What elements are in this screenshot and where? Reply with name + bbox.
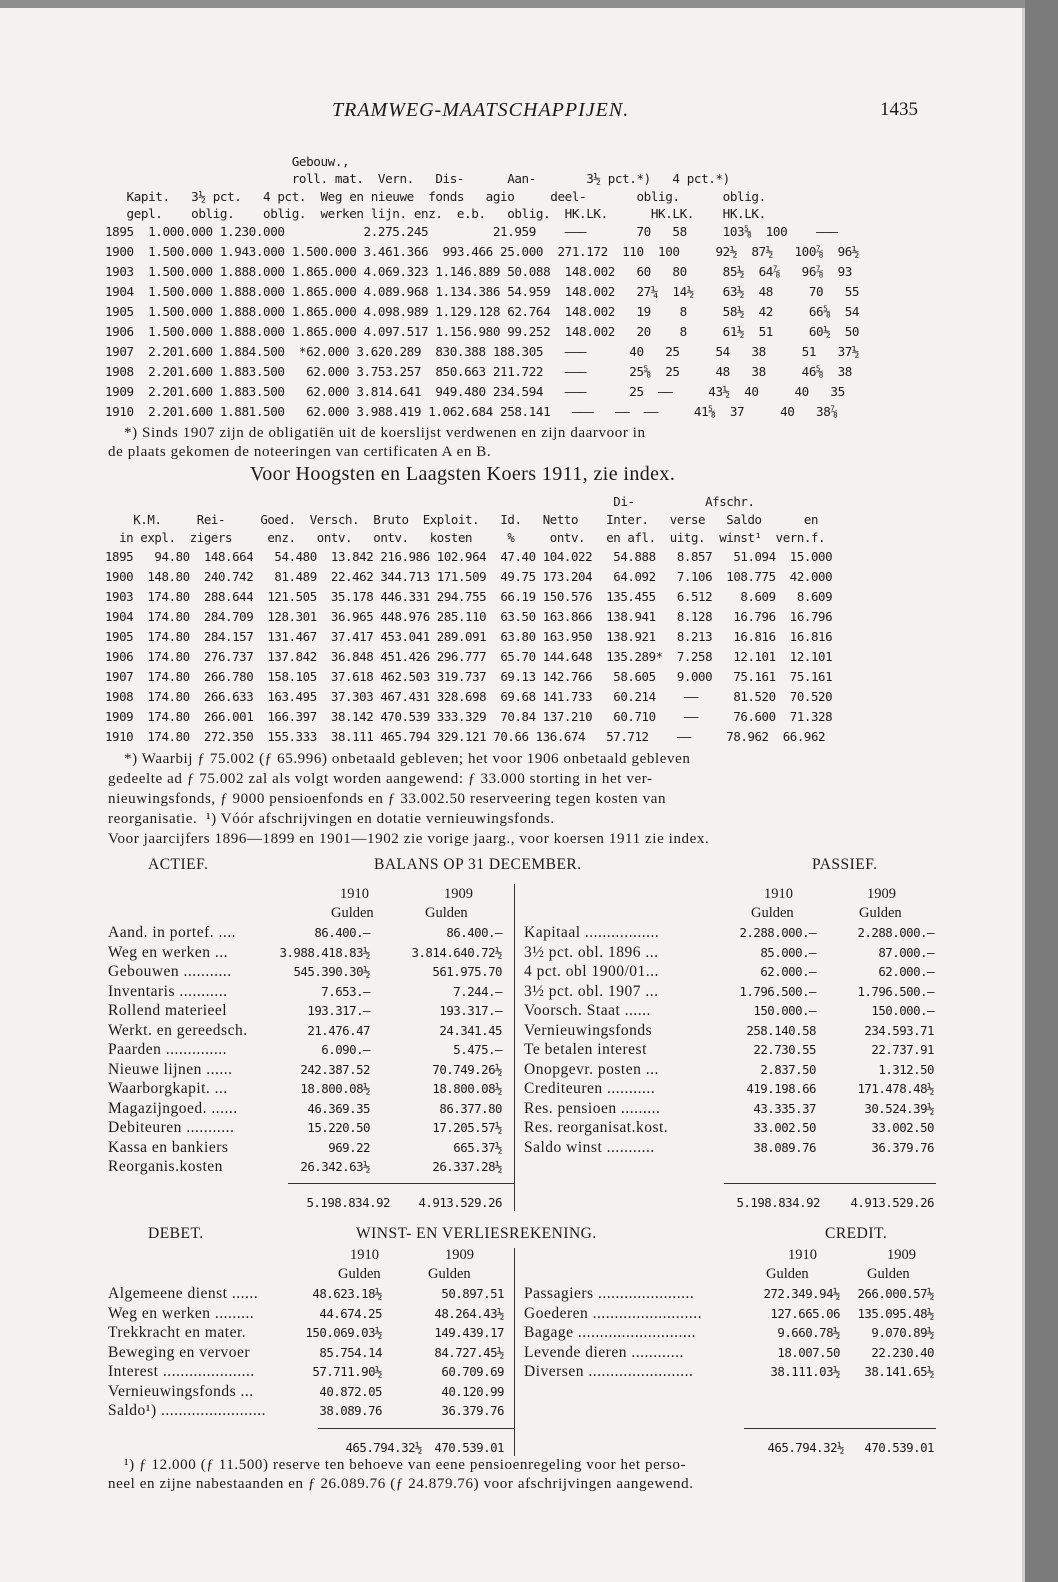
footnote: *) Sinds 1907 zijn de obligatiën uit de koerslijst verdwenen en zijn daarvoor in bbox=[124, 425, 646, 441]
credit-value-1910: 18.007.50 bbox=[777, 1345, 840, 1360]
table-header-line: roll. mat. Vern. Dis- Aan- 3½ pct.*) 4 pct.*) bbox=[105, 171, 730, 186]
table-row: 1900 1.500.000 1.943.000 1.500.000 3.461.366 993.466 25.000 271.172 110 100 92½ 87½ 100⅞ 96½ bbox=[105, 244, 860, 259]
asset-label: Debiteuren ........... bbox=[108, 1119, 235, 1136]
debit-value-1909: 149.439.17 bbox=[434, 1325, 504, 1340]
table-row: 1908 174.80 266.633 163.495 37.303 467.431 328.698 69.68 141.733 60.214 —— 81.520 70.520 bbox=[105, 689, 833, 704]
total-rule bbox=[744, 1428, 936, 1429]
table-header-line: in expl. zigers enz. ontv. ontv. kosten % ontv. en afl. uitg. winst¹ vern.f. bbox=[105, 530, 826, 545]
unit-header: Gulden bbox=[859, 905, 902, 921]
liability-label: Voorsch. Staat ...... bbox=[524, 1002, 651, 1019]
balance-total-1909: 4.913.529.26 bbox=[418, 1195, 502, 1210]
table-row: 1906 1.500.000 1.888.000 1.865.000 4.097.517 1.156.980 99.252 148.002 20 8 61½ 51 60½ 50 bbox=[105, 324, 860, 339]
liability-value-1910: 419.198.66 bbox=[746, 1081, 816, 1096]
asset-value-1910: 3.988.418.83½ bbox=[279, 945, 370, 960]
asset-value-1909: 5.475.— bbox=[453, 1042, 502, 1057]
balance-title: BALANS OP 31 DECEMBER. bbox=[374, 856, 582, 873]
footnote: neel en zijne nabestaanden en ƒ 26.089.76 (ƒ 24.879.76) voor afschrijvingen aangewend. bbox=[108, 1476, 694, 1492]
liability-label: Res. pensioen ......... bbox=[524, 1100, 661, 1117]
asset-value-1910: 545.390.30½ bbox=[293, 964, 370, 979]
table-row: 1904 174.80 284.709 128.301 36.965 448.976 285.110 63.50 163.866 138.941 8.128 16.796 16.796 bbox=[105, 609, 833, 624]
table-header-line: gepl. oblig. oblig. werken lijn. enz. e.b. oblig. HK.LK. HK.LK. HK.LK. bbox=[105, 206, 766, 221]
table-row: 1909 174.80 266.001 166.397 38.142 470.539 333.329 70.84 137.210 60.710 —— 76.600 71.328 bbox=[105, 709, 833, 724]
asset-value-1909: 24.341.45 bbox=[439, 1023, 502, 1038]
table-row: 1904 1.500.000 1.888.000 1.865.000 4.089.968 1.134.386 54.959 148.002 27¼ 14½ 63½ 48 70 55 bbox=[105, 284, 860, 299]
asset-value-1909: 17.205.57½ bbox=[432, 1120, 502, 1135]
asset-value-1909: 561.975.70 bbox=[432, 964, 502, 979]
asset-value-1910: 193.317.— bbox=[307, 1003, 370, 1018]
liability-value-1910: 1.796.500.— bbox=[739, 984, 816, 999]
asset-value-1910: 7.653.— bbox=[321, 984, 370, 999]
column-divider bbox=[514, 884, 515, 1211]
credit-value-1909: 9.070.89½ bbox=[871, 1325, 934, 1340]
asset-label: Waarborgkapit. ... bbox=[108, 1080, 228, 1097]
table-header-line: Di- Afschr. bbox=[105, 494, 755, 509]
liability-value-1910: 43.335.37 bbox=[753, 1101, 816, 1116]
year-header: 1910 bbox=[764, 886, 793, 902]
debit-value-1909: 50.897.51 bbox=[441, 1286, 504, 1301]
pl-total-1909: 470.539.01 bbox=[864, 1440, 934, 1455]
asset-value-1910: 15.220.50 bbox=[307, 1120, 370, 1135]
debit-value-1910: 150.069.03½ bbox=[305, 1325, 382, 1340]
liability-label: Saldo winst ........... bbox=[524, 1139, 655, 1156]
asset-label: Paarden .............. bbox=[108, 1041, 228, 1058]
liability-value-1909: 22.737.91 bbox=[871, 1042, 934, 1057]
asset-label: Rollend materieel bbox=[108, 1002, 228, 1019]
asset-label: Werkt. en gereedsch. bbox=[108, 1022, 248, 1039]
asset-value-1909: 70.749.26½ bbox=[432, 1062, 502, 1077]
liability-label: 3½ pct. obl. 1907 ... bbox=[524, 983, 659, 1000]
credit-value-1910: 127.665.06 bbox=[770, 1306, 840, 1321]
asset-value-1909: 665.37½ bbox=[453, 1140, 502, 1155]
asset-value-1909: 3.814.640.72½ bbox=[411, 945, 502, 960]
year-header: 1910 bbox=[350, 1247, 379, 1263]
unit-header: Gulden bbox=[766, 1266, 809, 1282]
asset-value-1910: 21.476.47 bbox=[307, 1023, 370, 1038]
debit-value-1910: 48.623.18½ bbox=[312, 1286, 382, 1301]
balance-right-heading: PASSIEF. bbox=[812, 856, 878, 873]
table-row: 1903 174.80 288.644 121.505 35.178 446.331 294.755 66.19 150.576 135.455 6.512 8.609 8.609 bbox=[105, 589, 833, 604]
debit-label: Algemeene dienst ...... bbox=[108, 1285, 259, 1302]
pl-left-heading: DEBET. bbox=[148, 1225, 204, 1242]
debit-value-1910: 38.089.76 bbox=[319, 1403, 382, 1418]
index-reference: Voor Hoogsten en Laagsten Koers 1911, zie index. bbox=[250, 463, 676, 485]
credit-value-1910: 38.111.03½ bbox=[770, 1364, 840, 1379]
table-header-line: Gebouw., bbox=[105, 154, 350, 169]
table-row: 1905 1.500.000 1.888.000 1.865.000 4.098.989 1.129.128 62.764 148.002 19 8 58½ 42 66⅝ 54 bbox=[105, 304, 860, 319]
table-row: 1907 174.80 266.780 158.105 37.618 462.503 319.737 69.13 142.766 58.605 9.000 75.161 75.161 bbox=[105, 669, 833, 684]
liability-value-1909: 30.524.39½ bbox=[864, 1101, 934, 1116]
liability-value-1909: 36.379.76 bbox=[871, 1140, 934, 1155]
table-row: 1905 174.80 284.157 131.467 37.417 453.041 289.091 63.80 163.950 138.921 8.213 16.816 16.816 bbox=[105, 629, 833, 644]
pl-title: WINST- EN VERLIESREKENING. bbox=[356, 1225, 597, 1242]
credit-label: Passagiers ...................... bbox=[524, 1285, 695, 1302]
unit-header: Gulden bbox=[338, 1266, 381, 1282]
footnote: ¹) ƒ 12.000 (ƒ 11.500) reserve ten behoeve van eene pensioenregeling voor het perso- bbox=[124, 1457, 687, 1473]
table-row: 1903 1.500.000 1.888.000 1.865.000 4.069.323 1.146.889 50.088 148.002 60 80 85½ 64⅞ 96⅞ 93 bbox=[105, 264, 852, 279]
footnote: de plaats gekomen de noteeringen van certificaten A en B. bbox=[108, 444, 492, 460]
unit-header: Gulden bbox=[867, 1266, 910, 1282]
liability-value-1910: 85.000.— bbox=[760, 945, 816, 960]
credit-value-1909: 22.230.40 bbox=[871, 1345, 934, 1360]
debit-value-1910: 57.711.90½ bbox=[312, 1364, 382, 1379]
debit-value-1909: 48.264.43½ bbox=[434, 1306, 504, 1321]
liability-value-1910: 2.288.000.— bbox=[739, 925, 816, 940]
liability-value-1910: 33.002.50 bbox=[753, 1120, 816, 1135]
asset-value-1910: 242.387.52 bbox=[300, 1062, 370, 1077]
column-divider bbox=[514, 1248, 515, 1456]
asset-value-1909: 86.400.— bbox=[446, 925, 502, 940]
footnote: Voor jaarcijfers 1896—1899 en 1901—1902 zie vorige jaarg., voor koersen 1911 zie index. bbox=[108, 831, 710, 847]
asset-label: Weg en werken ... bbox=[108, 944, 229, 961]
footnote: gedeelte ad ƒ 75.002 zal als volgt worden aangewend: ƒ 33.000 storting in het ver- bbox=[108, 771, 653, 787]
asset-label: Reorganis.kosten bbox=[108, 1158, 223, 1175]
total-rule bbox=[318, 1428, 514, 1429]
debit-value-1909: 84.727.45½ bbox=[434, 1345, 504, 1360]
table-row: 1900 148.80 240.742 81.489 22.462 344.713 171.509 49.75 173.204 64.092 7.106 108.775 42.000 bbox=[105, 569, 833, 584]
year-header: 1909 bbox=[445, 1247, 474, 1263]
debit-label: Trekkracht en mater. bbox=[108, 1324, 247, 1341]
balance-total-1910: 5.198.834.92 bbox=[306, 1195, 390, 1210]
debit-label: Saldo¹) ........................ bbox=[108, 1402, 266, 1419]
table-row: 1895 1.000.000 1.230.000 2.275.245 21.959 ——— 70 58 103⅝ 100 ——— bbox=[105, 224, 838, 239]
asset-value-1910: 26.342.63½ bbox=[300, 1159, 370, 1174]
liability-value-1909: 234.593.71 bbox=[864, 1023, 934, 1038]
book-page bbox=[0, 8, 1025, 1582]
debit-value-1910: 40.872.05 bbox=[319, 1384, 382, 1399]
table-row: 1909 2.201.600 1.883.500 62.000 3.814.641 949.480 234.594 ——— 25 —— 43½ 40 40 35 bbox=[105, 384, 845, 399]
unit-header: Gulden bbox=[428, 1266, 471, 1282]
balance-total-1909: 4.913.529.26 bbox=[850, 1195, 934, 1210]
asset-label: Aand. in portef. .... bbox=[108, 924, 237, 941]
debit-value-1910: 44.674.25 bbox=[319, 1306, 382, 1321]
liability-value-1909: 62.000.— bbox=[878, 964, 934, 979]
liability-value-1910: 150.000.— bbox=[753, 1003, 816, 1018]
debit-label: Weg en werken ......... bbox=[108, 1305, 255, 1322]
total-rule bbox=[288, 1183, 514, 1184]
liability-label: Res. reorganisat.kost. bbox=[524, 1119, 669, 1136]
liability-label: Te betalen interest bbox=[524, 1041, 647, 1058]
asset-value-1909: 26.337.28½ bbox=[432, 1159, 502, 1174]
credit-value-1909: 38.141.65½ bbox=[864, 1364, 934, 1379]
debit-value-1909: 36.379.76 bbox=[441, 1403, 504, 1418]
balance-total-1910: 5.198.834.92 bbox=[736, 1195, 820, 1210]
debit-label: Vernieuwingsfonds ... bbox=[108, 1383, 254, 1400]
liability-label: 3½ pct. obl. 1896 ... bbox=[524, 944, 659, 961]
asset-value-1909: 193.317.— bbox=[439, 1003, 502, 1018]
credit-value-1909: 135.095.48½ bbox=[857, 1306, 934, 1321]
table-row: 1910 2.201.600 1.881.500 62.000 3.988.419 1.062.684 258.141 ——— —— —— 41⅝ 37 40 38⅞ bbox=[105, 404, 838, 419]
liability-value-1909: 150.000.— bbox=[871, 1003, 934, 1018]
asset-label: Gebouwen ........... bbox=[108, 963, 232, 980]
book-edge bbox=[1025, 0, 1058, 1582]
debit-label: Interest ..................... bbox=[108, 1363, 255, 1380]
table-row: 1906 174.80 276.737 137.842 36.848 451.426 296.777 65.70 144.648 135.289* 7.258 12.101 12.101 bbox=[105, 649, 833, 664]
liability-value-1910: 258.140.58 bbox=[746, 1023, 816, 1038]
asset-value-1910: 6.090.— bbox=[321, 1042, 370, 1057]
total-rule bbox=[724, 1183, 936, 1184]
asset-value-1909: 18.800.08½ bbox=[432, 1081, 502, 1096]
liability-value-1910: 62.000.— bbox=[760, 964, 816, 979]
asset-value-1910: 969.22 bbox=[328, 1140, 370, 1155]
liability-label: Kapitaal ................. bbox=[524, 924, 660, 941]
year-header: 1909 bbox=[867, 886, 896, 902]
footnote: *) Waarbij ƒ 75.002 (ƒ 65.996) onbetaald gebleven; het voor 1906 onbetaald gebleven bbox=[124, 751, 691, 767]
asset-label: Nieuwe lijnen ...... bbox=[108, 1061, 233, 1078]
running-title: TRAMWEG-MAATSCHAPPIJEN. bbox=[332, 99, 630, 121]
unit-header: Gulden bbox=[425, 905, 468, 921]
asset-label: Inventaris ........... bbox=[108, 983, 228, 1000]
unit-header: Gulden bbox=[331, 905, 374, 921]
liability-value-1909: 1.312.50 bbox=[878, 1062, 934, 1077]
table-header-line: Kapit. 3½ pct. 4 pct. Weg en nieuwe fonds agio deel- oblig. oblig. bbox=[105, 189, 766, 204]
credit-label: Diversen ........................ bbox=[524, 1363, 694, 1380]
debit-value-1909: 60.709.69 bbox=[441, 1364, 504, 1379]
credit-value-1909: 266.000.57½ bbox=[857, 1286, 934, 1301]
footnote: nieuwingsfonds, ƒ 9000 pensioenfonds en ƒ 33.002.50 reserveering tegen kosten van bbox=[108, 791, 667, 807]
asset-value-1909: 86.377.80 bbox=[439, 1101, 502, 1116]
asset-value-1910: 46.369.35 bbox=[307, 1101, 370, 1116]
credit-value-1910: 272.349.94½ bbox=[763, 1286, 840, 1301]
liability-label: Onopgevr. posten ... bbox=[524, 1061, 659, 1078]
credit-value-1910: 9.660.78½ bbox=[777, 1325, 840, 1340]
pl-total-1910: 465.794.32½ bbox=[345, 1440, 422, 1455]
pl-total-1909: 470.539.01 bbox=[434, 1440, 504, 1455]
liability-value-1910: 22.730.55 bbox=[753, 1042, 816, 1057]
liability-value-1910: 38.089.76 bbox=[753, 1140, 816, 1155]
pl-right-heading: CREDIT. bbox=[825, 1225, 888, 1242]
debit-value-1910: 85.754.14 bbox=[319, 1345, 382, 1360]
asset-label: Kassa en bankiers bbox=[108, 1139, 229, 1156]
table-header-line: K.M. Rei- Goed. Versch. Bruto Exploit. Id. Netto Inter. verse Saldo en bbox=[105, 512, 819, 527]
pl-total-1910: 465.794.32½ bbox=[767, 1440, 844, 1455]
year-header: 1910 bbox=[788, 1247, 817, 1263]
table-row: 1910 174.80 272.350 155.333 38.111 465.794 329.121 70.66 136.674 57.712 —— 78.962 66.962 bbox=[105, 729, 826, 744]
year-header: 1909 bbox=[887, 1247, 916, 1263]
table-row: 1907 2.201.600 1.884.500 *62.000 3.620.289 830.388 188.305 ——— 40 25 54 38 51 37½ bbox=[105, 344, 860, 359]
liability-value-1909: 87.000.— bbox=[878, 945, 934, 960]
asset-value-1910: 18.800.08½ bbox=[300, 1081, 370, 1096]
asset-value-1910: 86.400.— bbox=[314, 925, 370, 940]
liability-value-1909: 171.478.48½ bbox=[857, 1081, 934, 1096]
table-row: 1895 94.80 148.664 54.480 13.842 216.986 102.964 47.40 104.022 54.888 8.857 51.094 15.000 bbox=[105, 549, 833, 564]
liability-label: Crediteuren ........... bbox=[524, 1080, 656, 1097]
unit-header: Gulden bbox=[751, 905, 794, 921]
year-header: 1910 bbox=[340, 886, 369, 902]
liability-label: Vernieuwingsfonds bbox=[524, 1022, 653, 1039]
page-number: 1435 bbox=[880, 99, 918, 120]
liability-value-1909: 2.288.000.— bbox=[857, 925, 934, 940]
credit-label: Goederen ......................... bbox=[524, 1305, 702, 1322]
liability-value-1909: 33.002.50 bbox=[871, 1120, 934, 1135]
liability-label: 4 pct. obl 1900/01... bbox=[524, 963, 659, 980]
credit-label: Levende dieren ............ bbox=[524, 1344, 684, 1361]
liability-value-1910: 2.837.50 bbox=[760, 1062, 816, 1077]
asset-label: Magazijngoed. ...... bbox=[108, 1100, 238, 1117]
asset-value-1909: 7.244.— bbox=[453, 984, 502, 999]
balance-left-heading: ACTIEF. bbox=[148, 856, 209, 873]
year-header: 1909 bbox=[444, 886, 473, 902]
debit-value-1909: 40.120.99 bbox=[441, 1384, 504, 1399]
table-row: 1908 2.201.600 1.883.500 62.000 3.753.257 850.663 211.722 ——— 25⅝ 25 48 38 46⅝ 38 bbox=[105, 364, 852, 379]
credit-label: Bagage ........................... bbox=[524, 1324, 696, 1341]
debit-label: Beweging en vervoer bbox=[108, 1344, 251, 1361]
footnote: reorganisatie. ¹) Vóór afschrijvingen en dotatie vernieuwingsfonds. bbox=[108, 811, 555, 827]
liability-value-1909: 1.796.500.— bbox=[857, 984, 934, 999]
